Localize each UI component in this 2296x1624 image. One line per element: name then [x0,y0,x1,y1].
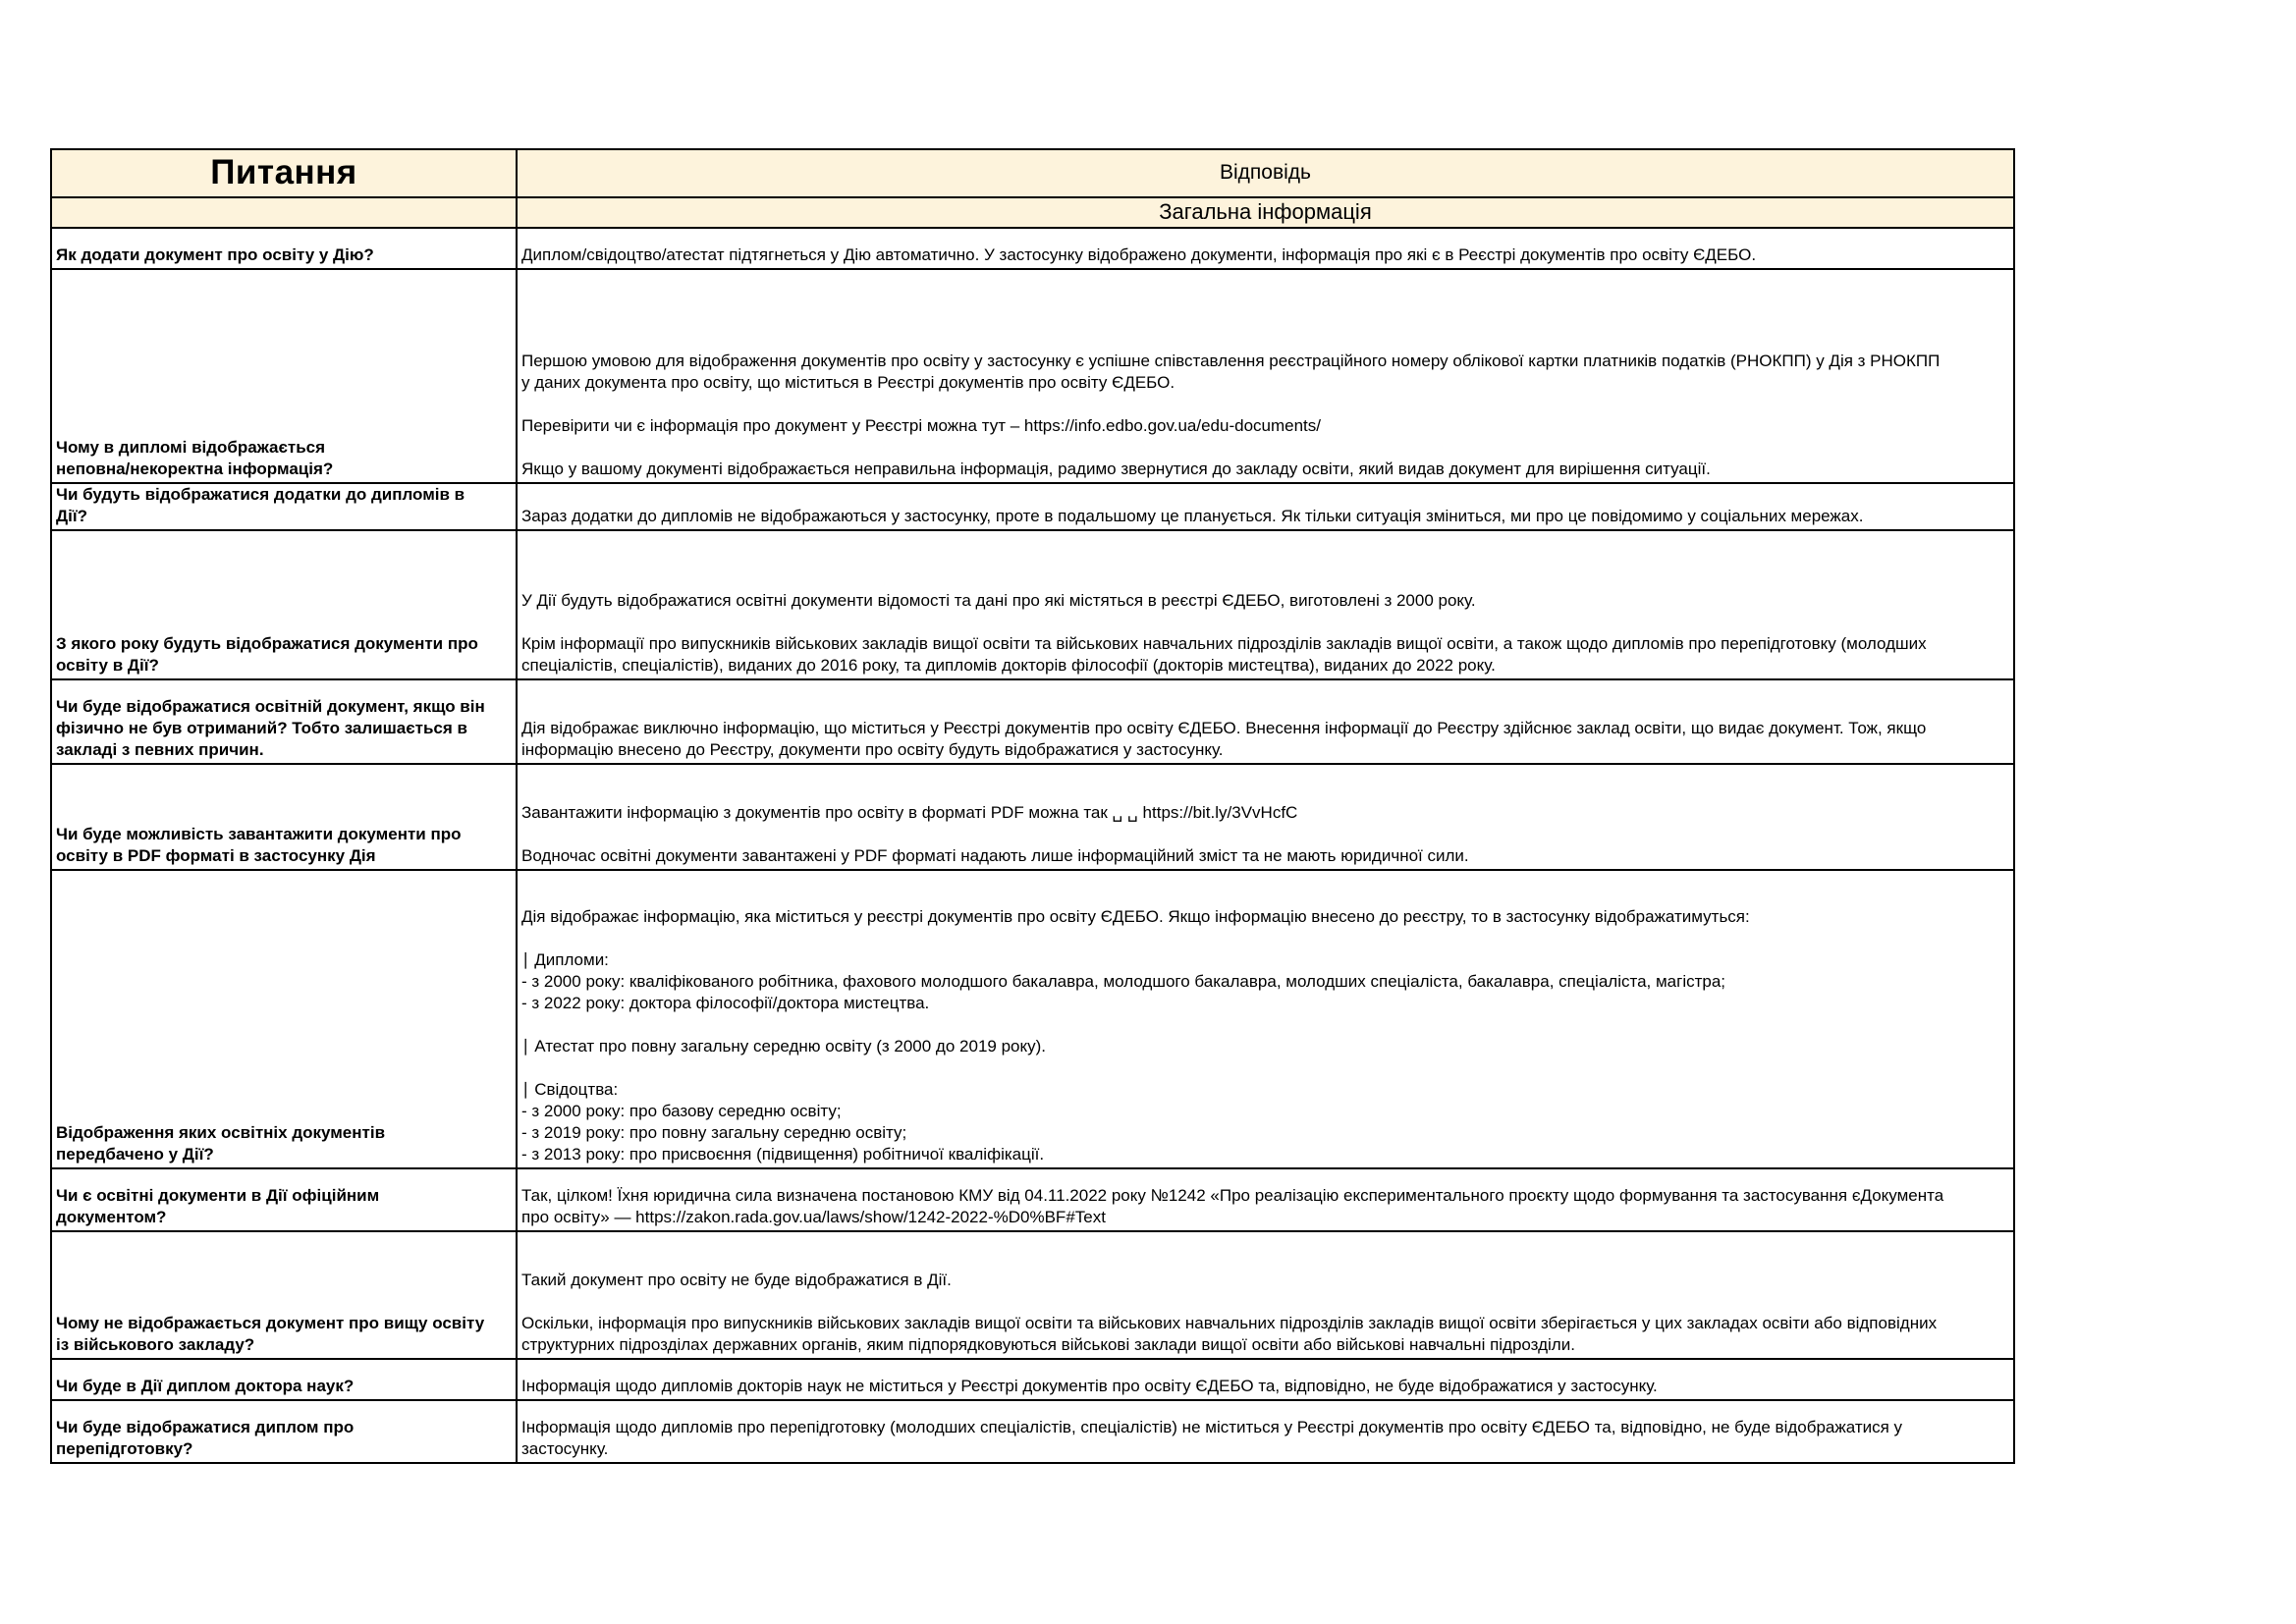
answer-cell [517,530,2014,679]
answer-cell [517,1231,2014,1359]
question-cell [51,870,517,1168]
answer-cell [517,1168,2014,1231]
question-cell [51,679,517,764]
question-text: Чому в дипломі відображається неповна/некоректна інформація? [56,438,334,478]
question-text: Чи буде відображатися диплом про перепідготовку? [56,1418,355,1458]
question-text: Чи буде відображатися освітній документ, якщо він фізично не був отриманий? Тобто залишається в закладі з певних причин. [56,697,485,759]
section-empty-cell [51,197,517,228]
answer-paragraph: У Дії будуть відображатися освітні документи відомості та дані про які містяться в реєстрі ЄДЕБО, виготовлені з 2000 року. [521,591,1476,610]
answer-paragraph: ∣ Атестат про повну загальну середню освіту (з 2000 до 2019 року). [521,1037,1046,1056]
answer-paragraph: Дія відображає інформацію, яка міститься у реєстрі документів про освіту ЄДЕБО. Якщо інформацію внесено до реєстру, то в застосунку відображатимуться: [521,907,1750,926]
question-column-header: Питання [51,149,517,197]
question-text: Чи буде в Дії диплом доктора наук? [56,1377,355,1395]
answer-paragraph: Зараз додатки до дипломів не відображаються у застосунку, проте в подальшому це планується. Як тільки ситуація зміниться, ми про це повідомимо у соціальних мережах. [521,507,1864,525]
answer-paragraph: Диплом/свідоцтво/атестат підтягнеться у Дію автоматично. У застосунку відображено документи, інформація про які є в Реєстрі документів про освіту ЄДЕБО. [521,245,1757,264]
faq-row [51,530,2014,679]
answer-paragraph: Інформація щодо дипломів докторів наук не міститься у Реєстрі документів про освіту ЄДЕБО та, відповідно, не буде відображатися у застосунку. [521,1377,1658,1395]
question-text: Чи є освітні документи в Дії офіційним документом? [56,1186,380,1226]
answer-paragraph: Першою умовою для відображення документів про освіту у застосунку є успішне співставлення реєстраційного номеру облікової картки платників податків (РНОКПП) у Дія з РНОКПП у даних документа про освіту, що міститься в Реєстрі документів про освіту ЄДЕБО. [521,352,1941,392]
answer-paragraph: Крім інформації про випускників військових закладів вищої освіти та військових навчальних підрозділів закладів вищої освіти, а також щодо дипломів про перепідготовку (молодших спеціалістів, спеціалістів), виданих до 2016 року, та дипломів докторів філософії (докторів мистецтва), виданих до 2022 року. [521,634,1927,675]
faq-table [50,148,2015,1464]
header-row [51,149,2014,197]
question-cell [51,269,517,483]
answer-cell [517,269,2014,483]
faq-row [51,1359,2014,1400]
question-cell [51,1231,517,1359]
answer-paragraph: ∣ Свідоцтва: - з 2000 року: про базову середню освіту; - з 2019 року: про повну загальну середню освіту; - з 2013 року: про присвоєння (підвищення) робітничої кваліфікації. [521,1080,1045,1164]
question-cell [51,530,517,679]
answer-paragraph: ∣ Дипломи: - з 2000 року: кваліфікованого робітника, фахового молодшого бакалавра, молодшого бакалавра, молодших спеціаліста, бакалавра, спеціаліста, магістра; - з 2022 року: доктора філософії/доктора мистецтва. [521,950,1726,1012]
answer-paragraph: Водночас освітні документи завантажені у PDF форматі надають лише інформаційний зміст та не мають юридичної сили. [521,846,1469,865]
section-row [51,197,2014,228]
answer-cell [517,483,2014,530]
faq-row [51,870,2014,1168]
answer-cell [517,764,2014,870]
faq-row [51,679,2014,764]
answer-paragraph: Інформація щодо дипломів про перепідготовку (молодших спеціалістів, спеціалістів) не міститься у Реєстрі документів про освіту ЄДЕБО та, відповідно, не буде відображатися у застосунку. [521,1418,1903,1458]
answer-cell [517,1359,2014,1400]
answer-column-header: Відповідь [517,149,2014,197]
question-text: Як додати документ про освіту у Дію? [56,245,374,264]
answer-paragraph: Перевірити чи є інформація про документ у Реєстрі можна тут – https://info.edbo.gov.ua/edu-documents/ [521,416,1321,435]
faq-row [51,1168,2014,1231]
answer-paragraph: Такий документ про освіту не буде відображатися в Дії. [521,1271,952,1289]
faq-row [51,1231,2014,1359]
answer-cell [517,228,2014,269]
question-cell [51,1168,517,1231]
question-cell [51,483,517,530]
faq-row [51,1400,2014,1463]
faq-row [51,269,2014,483]
question-text: Відображення яких освітніх документів передбачено у Дії? [56,1123,386,1164]
question-text: З якого року будуть відображатися документи про освіту в Дії? [56,634,478,675]
question-text: Чому не відображається документ про вищу освіту із військового закладу? [56,1314,485,1354]
answer-cell [517,1400,2014,1463]
section-title: Загальна інформація [517,197,2014,228]
answer-cell [517,679,2014,764]
faq-row [51,764,2014,870]
question-cell [51,228,517,269]
answer-paragraph: Якщо у вашому документі відображається неправильна інформація, радимо звернутися до закладу освіти, який видав документ для вирішення ситуації. [521,460,1711,478]
answer-paragraph: Оскільки, інформація про випускників військових закладів вищої освіти та військових навчальних підрозділів закладів вищої освіти зберігається у цих закладах освіти або відповідних структурних підрозділах державних органів, яким підпорядковуються військові заклади вищої освіти або військові навчальні підрозділи. [521,1314,1938,1354]
question-text: Чи буде можливість завантажити документи про освіту в PDF форматі в застосунку Дія [56,825,462,865]
question-cell [51,1400,517,1463]
faq-row [51,228,2014,269]
answer-paragraph: Так, цілком! Їхня юридична сила визначена постановою КМУ від 04.11.2022 року №1242 «Про реалізацію експериментального проєкту щодо формування та застосування єДокумента про освіту» — https://zakon.rada.gov.ua/laws/show/1242-2022-%D0%BF#Text [521,1186,1944,1226]
question-cell [51,1359,517,1400]
question-text: Чи будуть відображатися додатки до дипломів в Дії? [56,485,465,525]
answer-cell [517,870,2014,1168]
answer-paragraph: Дія відображає виключно інформацію, що міститься у Реєстрі документів про освіту ЄДЕБО. Внесення інформації до Реєстру здійснює заклад освіти, що видає документ. Тож, якщо інформацію внесено до Реєстру, документи про освіту будуть відображатися у застосунку. [521,719,1927,759]
faq-row [51,483,2014,530]
answer-paragraph: Завантажити інформацію з документів про освіту в форматі PDF можна так ␣ ␣ https://bit.ly/3VvHcfC [521,803,1298,822]
question-cell [51,764,517,870]
